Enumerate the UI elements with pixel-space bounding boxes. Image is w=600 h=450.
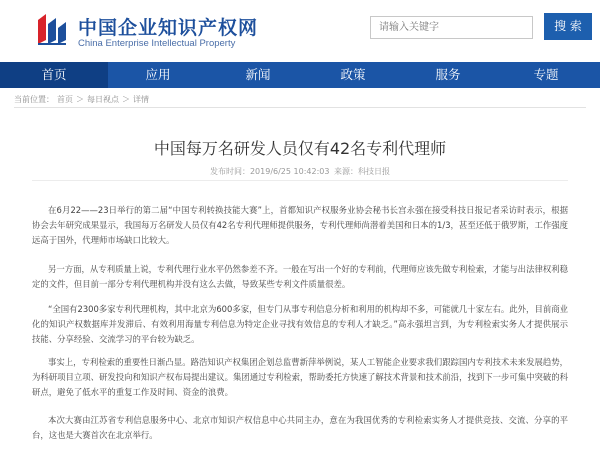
site-logo-english: China Enterprise Intellectual Property — [78, 38, 236, 49]
breadcrumb-prefix: 当前位置： — [14, 95, 54, 104]
article-paragraph: 在6月22——23日举行的第二届“中国专利转换技能大赛”上，首都知识产权服务业协会秘书长宫永强在接受科技日报记者采访时表示，根据协会去年研究成果显示，我国每万名研发人员仅有42名专利代理师提供服务，专利代理师尚潜着美国和日本的1/3，甚至还低于俄罗斯，工作强度远高于国外，代理师市场缺口比较大。 — [32, 205, 568, 245]
breadcrumb-separator: ＞ — [76, 95, 84, 104]
article-paragraph: 本次大赛由江苏省专利信息服务中心、北京市知识产权信息中心共同主办，意在为我国优秀的专利检索实务人才提供竞技、交流、分享的平台，这也是大赛首次在北京举行。 — [32, 415, 568, 440]
article-paragraph: 事实上，专利检索的重要性日渐凸显。路浩知识产权集团企划总监曹新萍举例说，某人工智能企业要求我们跟踪国内专利技术未来发展趋势，为科研项目立项、研发投向和知识产权布局提出建议。集团通过专利检索，帮助委托方快速了解技术背景和技术前沿，找到下一步可集中突破的科研点，避免了低水平的重复工作及时间、资金的浪费。 — [32, 357, 568, 397]
article-source: 来源：科技日报 — [334, 167, 391, 176]
nav-item-apps[interactable]: 应用 — [145, 67, 171, 82]
meta-divider — [32, 180, 568, 181]
article-date: 发布时间：2019/6/25 10:42:03 — [209, 167, 330, 176]
breadcrumb — [14, 94, 152, 105]
breadcrumb-divider — [14, 107, 586, 108]
nav-item-services[interactable]: 服务 — [435, 67, 461, 82]
site-header — [0, 0, 600, 62]
nav-item-topics[interactable]: 专题 — [533, 67, 559, 82]
breadcrumb-item-daily[interactable]: 每日视点 — [87, 95, 119, 104]
chinese-ip-logo-icon[interactable] — [32, 10, 72, 50]
search-input[interactable] — [370, 16, 533, 39]
breadcrumb-item-detail: 详情 — [133, 95, 149, 104]
main-nav — [0, 62, 600, 88]
breadcrumb-separator: ＞ — [122, 95, 130, 104]
breadcrumb-item-home[interactable]: 首页 — [57, 95, 73, 104]
search-button[interactable]: 搜 索 — [544, 13, 592, 40]
nav-item-news[interactable]: 新闻 — [245, 67, 271, 82]
article-paragraph: “全国有2300多家专利代理机构，其中北京为600多家，但专门从事专利信息分析和利用的机构却不多，可能就几十家左右。此外，目前商业化的知识产权数据库并发滞后、有效利用海量专利信息为特定企业寻找有效信息的专利人才缺乏。”高永强坦言到，为专利检索实务人才提供展示技能、分享经验、交流学习的平台较为缺乏。 — [32, 304, 568, 344]
article-paragraph: 另一方面，从专利质量上说，专利代理行业水平仍然参差不齐。一般在写出一个好的专利前，代理师应该先做专利检索，才能与出法律权利稳定的文件，但目前一部分专利代理机构并没有这么去做，导致某些专利文件质量很差。 — [32, 264, 568, 289]
article-meta — [0, 166, 600, 177]
nav-item-policy[interactable]: 政策 — [340, 67, 366, 82]
site-logo-name[interactable]: 中国企业知识产权网 — [78, 17, 259, 39]
article-title: 中国每万名研发人员仅有42名专利代理师 — [153, 139, 447, 158]
nav-item-home[interactable]: 首页 — [0, 62, 108, 88]
